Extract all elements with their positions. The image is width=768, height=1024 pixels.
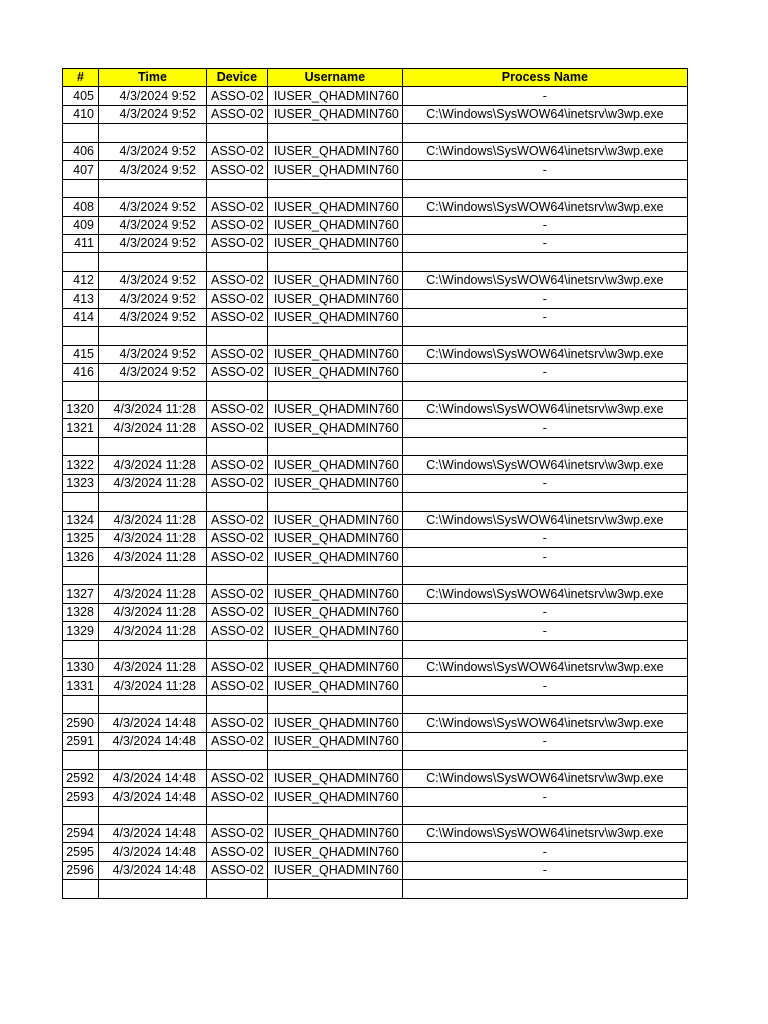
cell-process-name: C:\Windows\SysWOW64\inetsrv\w3wp.exe bbox=[402, 659, 687, 677]
cell-device: ASSO-02 bbox=[207, 511, 268, 529]
cell-device bbox=[207, 179, 268, 197]
cell-process-name: - bbox=[402, 788, 687, 806]
cell-username: IUSER_QHADMIN760 bbox=[267, 585, 402, 603]
table-row bbox=[63, 751, 688, 769]
cell-process-name: - bbox=[402, 861, 687, 879]
cell-device bbox=[207, 253, 268, 271]
cell-device bbox=[207, 327, 268, 345]
cell-device: ASSO-02 bbox=[207, 290, 268, 308]
table-row bbox=[63, 603, 688, 621]
cell-process-name: - bbox=[402, 161, 687, 179]
table-row bbox=[63, 529, 688, 547]
cell-device: ASSO-02 bbox=[207, 474, 268, 492]
cell-time: 4/3/2024 9:52 bbox=[99, 105, 207, 123]
cell-username bbox=[267, 327, 402, 345]
cell-process-name: C:\Windows\SysWOW64\inetsrv\w3wp.exe bbox=[402, 400, 687, 418]
cell-number: 1329 bbox=[63, 622, 99, 640]
cell-username: IUSER_QHADMIN760 bbox=[267, 769, 402, 787]
table-row bbox=[63, 308, 688, 326]
table-row bbox=[63, 788, 688, 806]
cell-time bbox=[99, 806, 207, 824]
cell-number: 408 bbox=[63, 198, 99, 216]
cell-username: IUSER_QHADMIN760 bbox=[267, 603, 402, 621]
table-row bbox=[63, 732, 688, 750]
cell-time bbox=[99, 751, 207, 769]
header-device: Device bbox=[207, 69, 268, 87]
cell-number bbox=[63, 124, 99, 142]
cell-username bbox=[267, 437, 402, 455]
cell-device: ASSO-02 bbox=[207, 456, 268, 474]
table-row bbox=[63, 253, 688, 271]
cell-device: ASSO-02 bbox=[207, 142, 268, 160]
cell-username bbox=[267, 806, 402, 824]
cell-device: ASSO-02 bbox=[207, 843, 268, 861]
table-row bbox=[63, 437, 688, 455]
cell-time: 4/3/2024 9:52 bbox=[99, 234, 207, 252]
cell-username: IUSER_QHADMIN760 bbox=[267, 161, 402, 179]
cell-time: 4/3/2024 9:52 bbox=[99, 87, 207, 105]
cell-device: ASSO-02 bbox=[207, 861, 268, 879]
cell-process-name: - bbox=[402, 548, 687, 566]
cell-username: IUSER_QHADMIN760 bbox=[267, 142, 402, 160]
cell-username: IUSER_QHADMIN760 bbox=[267, 234, 402, 252]
cell-process-name: C:\Windows\SysWOW64\inetsrv\w3wp.exe bbox=[402, 585, 687, 603]
cell-time: 4/3/2024 11:28 bbox=[99, 677, 207, 695]
cell-device: ASSO-02 bbox=[207, 234, 268, 252]
cell-username: IUSER_QHADMIN760 bbox=[267, 216, 402, 234]
cell-number bbox=[63, 806, 99, 824]
cell-number: 1321 bbox=[63, 419, 99, 437]
cell-device: ASSO-02 bbox=[207, 622, 268, 640]
cell-number: 1320 bbox=[63, 400, 99, 418]
cell-process-name: - bbox=[402, 732, 687, 750]
cell-process-name: - bbox=[402, 216, 687, 234]
cell-process-name: - bbox=[402, 677, 687, 695]
cell-username: IUSER_QHADMIN760 bbox=[267, 364, 402, 382]
cell-number: 1325 bbox=[63, 529, 99, 547]
cell-number bbox=[63, 437, 99, 455]
cell-number bbox=[63, 253, 99, 271]
cell-process-name: - bbox=[402, 364, 687, 382]
cell-process-name: C:\Windows\SysWOW64\inetsrv\w3wp.exe bbox=[402, 456, 687, 474]
cell-device bbox=[207, 566, 268, 584]
cell-time: 4/3/2024 9:52 bbox=[99, 198, 207, 216]
table-row bbox=[63, 271, 688, 289]
cell-number: 406 bbox=[63, 142, 99, 160]
cell-device bbox=[207, 806, 268, 824]
cell-username bbox=[267, 751, 402, 769]
cell-username: IUSER_QHADMIN760 bbox=[267, 474, 402, 492]
cell-device: ASSO-02 bbox=[207, 198, 268, 216]
cell-device: ASSO-02 bbox=[207, 714, 268, 732]
cell-device: ASSO-02 bbox=[207, 788, 268, 806]
cell-username bbox=[267, 880, 402, 898]
table-row bbox=[63, 124, 688, 142]
cell-time: 4/3/2024 11:28 bbox=[99, 659, 207, 677]
cell-time bbox=[99, 493, 207, 511]
cell-number: 2595 bbox=[63, 843, 99, 861]
cell-username: IUSER_QHADMIN760 bbox=[267, 622, 402, 640]
cell-process-name bbox=[402, 327, 687, 345]
cell-username: IUSER_QHADMIN760 bbox=[267, 511, 402, 529]
cell-process-name: C:\Windows\SysWOW64\inetsrv\w3wp.exe bbox=[402, 769, 687, 787]
cell-username bbox=[267, 493, 402, 511]
cell-time bbox=[99, 179, 207, 197]
cell-process-name: - bbox=[402, 234, 687, 252]
cell-username: IUSER_QHADMIN760 bbox=[267, 400, 402, 418]
cell-device bbox=[207, 695, 268, 713]
cell-process-name bbox=[402, 640, 687, 658]
table-row bbox=[63, 87, 688, 105]
cell-device bbox=[207, 124, 268, 142]
cell-time: 4/3/2024 9:52 bbox=[99, 290, 207, 308]
cell-process-name: C:\Windows\SysWOW64\inetsrv\w3wp.exe bbox=[402, 511, 687, 529]
cell-process-name: - bbox=[402, 308, 687, 326]
cell-number: 412 bbox=[63, 271, 99, 289]
cell-number: 2591 bbox=[63, 732, 99, 750]
cell-time: 4/3/2024 11:28 bbox=[99, 622, 207, 640]
cell-number bbox=[63, 493, 99, 511]
cell-device: ASSO-02 bbox=[207, 603, 268, 621]
cell-number: 1327 bbox=[63, 585, 99, 603]
header-number: # bbox=[63, 69, 99, 87]
cell-number bbox=[63, 566, 99, 584]
cell-number: 409 bbox=[63, 216, 99, 234]
cell-process-name: - bbox=[402, 603, 687, 621]
cell-username: IUSER_QHADMIN760 bbox=[267, 659, 402, 677]
cell-process-name: C:\Windows\SysWOW64\inetsrv\w3wp.exe bbox=[402, 714, 687, 732]
cell-device: ASSO-02 bbox=[207, 364, 268, 382]
cell-number: 416 bbox=[63, 364, 99, 382]
cell-number: 1331 bbox=[63, 677, 99, 695]
cell-process-name bbox=[402, 566, 687, 584]
cell-time bbox=[99, 880, 207, 898]
table-row bbox=[63, 622, 688, 640]
cell-number: 2590 bbox=[63, 714, 99, 732]
cell-time: 4/3/2024 9:52 bbox=[99, 364, 207, 382]
cell-username: IUSER_QHADMIN760 bbox=[267, 714, 402, 732]
cell-number bbox=[63, 382, 99, 400]
table-row bbox=[63, 677, 688, 695]
table-row bbox=[63, 198, 688, 216]
cell-number: 405 bbox=[63, 87, 99, 105]
cell-number: 1326 bbox=[63, 548, 99, 566]
cell-time: 4/3/2024 11:28 bbox=[99, 529, 207, 547]
cell-device: ASSO-02 bbox=[207, 400, 268, 418]
cell-time: 4/3/2024 9:52 bbox=[99, 142, 207, 160]
table-row bbox=[63, 548, 688, 566]
table-row bbox=[63, 843, 688, 861]
cell-username: IUSER_QHADMIN760 bbox=[267, 861, 402, 879]
cell-time: 4/3/2024 14:48 bbox=[99, 714, 207, 732]
cell-device bbox=[207, 640, 268, 658]
header-row bbox=[63, 69, 688, 87]
cell-number: 2596 bbox=[63, 861, 99, 879]
cell-number: 1322 bbox=[63, 456, 99, 474]
table-row bbox=[63, 824, 688, 842]
table-row bbox=[63, 142, 688, 160]
cell-time: 4/3/2024 11:28 bbox=[99, 456, 207, 474]
cell-number: 410 bbox=[63, 105, 99, 123]
table-row bbox=[63, 566, 688, 584]
cell-device: ASSO-02 bbox=[207, 271, 268, 289]
cell-time: 4/3/2024 9:52 bbox=[99, 216, 207, 234]
cell-process-name: C:\Windows\SysWOW64\inetsrv\w3wp.exe bbox=[402, 142, 687, 160]
table-row bbox=[63, 419, 688, 437]
cell-time: 4/3/2024 9:52 bbox=[99, 161, 207, 179]
cell-time bbox=[99, 382, 207, 400]
cell-number bbox=[63, 179, 99, 197]
cell-number: 413 bbox=[63, 290, 99, 308]
cell-username bbox=[267, 253, 402, 271]
table-row bbox=[63, 327, 688, 345]
cell-username: IUSER_QHADMIN760 bbox=[267, 271, 402, 289]
cell-number bbox=[63, 640, 99, 658]
cell-number: 414 bbox=[63, 308, 99, 326]
cell-time bbox=[99, 327, 207, 345]
cell-device bbox=[207, 382, 268, 400]
cell-time: 4/3/2024 11:28 bbox=[99, 474, 207, 492]
cell-time: 4/3/2024 11:28 bbox=[99, 548, 207, 566]
table-row bbox=[63, 290, 688, 308]
cell-time: 4/3/2024 11:28 bbox=[99, 585, 207, 603]
cell-process-name: C:\Windows\SysWOW64\inetsrv\w3wp.exe bbox=[402, 105, 687, 123]
cell-device: ASSO-02 bbox=[207, 87, 268, 105]
cell-number: 1323 bbox=[63, 474, 99, 492]
cell-username: IUSER_QHADMIN760 bbox=[267, 87, 402, 105]
cell-time: 4/3/2024 11:28 bbox=[99, 419, 207, 437]
cell-number: 407 bbox=[63, 161, 99, 179]
table-row bbox=[63, 179, 688, 197]
cell-username bbox=[267, 640, 402, 658]
cell-process-name bbox=[402, 253, 687, 271]
cell-process-name bbox=[402, 493, 687, 511]
cell-process-name: - bbox=[402, 843, 687, 861]
table-row bbox=[63, 400, 688, 418]
cell-username: IUSER_QHADMIN760 bbox=[267, 843, 402, 861]
cell-process-name: - bbox=[402, 474, 687, 492]
cell-device bbox=[207, 880, 268, 898]
cell-process-name bbox=[402, 751, 687, 769]
cell-number: 1328 bbox=[63, 603, 99, 621]
cell-time: 4/3/2024 14:48 bbox=[99, 861, 207, 879]
cell-process-name: - bbox=[402, 419, 687, 437]
cell-time: 4/3/2024 9:52 bbox=[99, 271, 207, 289]
cell-number bbox=[63, 880, 99, 898]
cell-time bbox=[99, 253, 207, 271]
table-row bbox=[63, 364, 688, 382]
cell-device bbox=[207, 493, 268, 511]
table-row bbox=[63, 493, 688, 511]
table-row bbox=[63, 105, 688, 123]
cell-number: 2592 bbox=[63, 769, 99, 787]
cell-username bbox=[267, 179, 402, 197]
cell-time bbox=[99, 437, 207, 455]
cell-username bbox=[267, 566, 402, 584]
table-row bbox=[63, 659, 688, 677]
cell-time: 4/3/2024 14:48 bbox=[99, 843, 207, 861]
table-row bbox=[63, 216, 688, 234]
cell-time: 4/3/2024 9:52 bbox=[99, 308, 207, 326]
cell-username: IUSER_QHADMIN760 bbox=[267, 456, 402, 474]
cell-device: ASSO-02 bbox=[207, 105, 268, 123]
cell-process-name bbox=[402, 437, 687, 455]
log-body bbox=[63, 87, 688, 898]
cell-device: ASSO-02 bbox=[207, 345, 268, 363]
cell-time bbox=[99, 124, 207, 142]
cell-device: ASSO-02 bbox=[207, 308, 268, 326]
cell-username: IUSER_QHADMIN760 bbox=[267, 345, 402, 363]
cell-username: IUSER_QHADMIN760 bbox=[267, 105, 402, 123]
cell-process-name bbox=[402, 382, 687, 400]
cell-username: IUSER_QHADMIN760 bbox=[267, 419, 402, 437]
cell-time: 4/3/2024 14:48 bbox=[99, 769, 207, 787]
cell-process-name: - bbox=[402, 529, 687, 547]
cell-username bbox=[267, 124, 402, 142]
cell-device: ASSO-02 bbox=[207, 419, 268, 437]
cell-number bbox=[63, 327, 99, 345]
cell-number: 1330 bbox=[63, 659, 99, 677]
cell-process-name: - bbox=[402, 622, 687, 640]
table-row bbox=[63, 382, 688, 400]
cell-device: ASSO-02 bbox=[207, 732, 268, 750]
table-row bbox=[63, 474, 688, 492]
cell-username: IUSER_QHADMIN760 bbox=[267, 529, 402, 547]
cell-username: IUSER_QHADMIN760 bbox=[267, 788, 402, 806]
cell-time: 4/3/2024 9:52 bbox=[99, 345, 207, 363]
cell-time: 4/3/2024 14:48 bbox=[99, 788, 207, 806]
cell-time: 4/3/2024 11:28 bbox=[99, 400, 207, 418]
table-row bbox=[63, 880, 688, 898]
table-row bbox=[63, 511, 688, 529]
cell-process-name: C:\Windows\SysWOW64\inetsrv\w3wp.exe bbox=[402, 824, 687, 842]
cell-number: 1324 bbox=[63, 511, 99, 529]
cell-number: 2594 bbox=[63, 824, 99, 842]
table-row bbox=[63, 861, 688, 879]
cell-device: ASSO-02 bbox=[207, 677, 268, 695]
cell-time bbox=[99, 695, 207, 713]
table-row bbox=[63, 234, 688, 252]
cell-process-name: C:\Windows\SysWOW64\inetsrv\w3wp.exe bbox=[402, 198, 687, 216]
table-row bbox=[63, 161, 688, 179]
header-time: Time bbox=[99, 69, 207, 87]
cell-time: 4/3/2024 14:48 bbox=[99, 824, 207, 842]
table-row bbox=[63, 640, 688, 658]
cell-username bbox=[267, 695, 402, 713]
cell-device: ASSO-02 bbox=[207, 529, 268, 547]
cell-number: 411 bbox=[63, 234, 99, 252]
cell-device: ASSO-02 bbox=[207, 548, 268, 566]
cell-number bbox=[63, 751, 99, 769]
cell-username: IUSER_QHADMIN760 bbox=[267, 198, 402, 216]
header-username: Username bbox=[267, 69, 402, 87]
cell-device: ASSO-02 bbox=[207, 824, 268, 842]
cell-process-name: C:\Windows\SysWOW64\inetsrv\w3wp.exe bbox=[402, 271, 687, 289]
table-row bbox=[63, 345, 688, 363]
cell-process-name: C:\Windows\SysWOW64\inetsrv\w3wp.exe bbox=[402, 345, 687, 363]
cell-number bbox=[63, 695, 99, 713]
cell-process-name bbox=[402, 806, 687, 824]
cell-username: IUSER_QHADMIN760 bbox=[267, 308, 402, 326]
cell-process-name: - bbox=[402, 290, 687, 308]
cell-device: ASSO-02 bbox=[207, 161, 268, 179]
cell-process-name: - bbox=[402, 87, 687, 105]
cell-time: 4/3/2024 11:28 bbox=[99, 511, 207, 529]
table-row bbox=[63, 714, 688, 732]
cell-username: IUSER_QHADMIN760 bbox=[267, 548, 402, 566]
cell-device: ASSO-02 bbox=[207, 585, 268, 603]
table-row bbox=[63, 769, 688, 787]
cell-device: ASSO-02 bbox=[207, 769, 268, 787]
cell-time: 4/3/2024 11:28 bbox=[99, 603, 207, 621]
cell-device bbox=[207, 751, 268, 769]
cell-number: 415 bbox=[63, 345, 99, 363]
table-row bbox=[63, 456, 688, 474]
cell-time: 4/3/2024 14:48 bbox=[99, 732, 207, 750]
cell-device: ASSO-02 bbox=[207, 659, 268, 677]
log-table bbox=[62, 68, 688, 899]
table-row bbox=[63, 806, 688, 824]
table-row bbox=[63, 695, 688, 713]
cell-username: IUSER_QHADMIN760 bbox=[267, 732, 402, 750]
cell-number: 2593 bbox=[63, 788, 99, 806]
cell-username: IUSER_QHADMIN760 bbox=[267, 824, 402, 842]
cell-process-name bbox=[402, 124, 687, 142]
cell-process-name bbox=[402, 880, 687, 898]
cell-username: IUSER_QHADMIN760 bbox=[267, 677, 402, 695]
cell-time bbox=[99, 566, 207, 584]
cell-device: ASSO-02 bbox=[207, 216, 268, 234]
cell-username bbox=[267, 382, 402, 400]
header-process-name: Process Name bbox=[402, 69, 687, 87]
cell-time bbox=[99, 640, 207, 658]
cell-process-name bbox=[402, 179, 687, 197]
cell-username: IUSER_QHADMIN760 bbox=[267, 290, 402, 308]
cell-process-name bbox=[402, 695, 687, 713]
table-row bbox=[63, 585, 688, 603]
cell-device bbox=[207, 437, 268, 455]
